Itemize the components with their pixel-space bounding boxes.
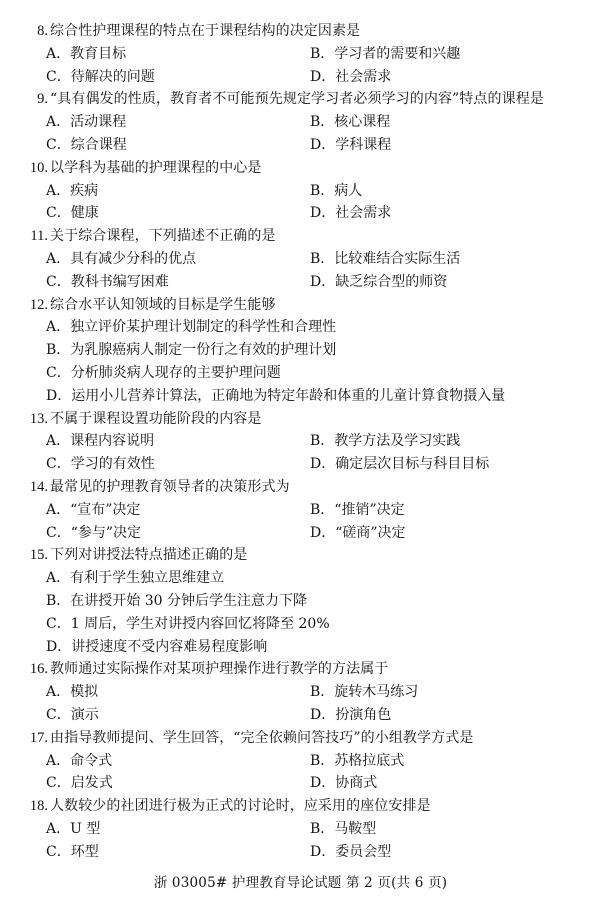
option-row [20, 430, 581, 453]
question-15 [20, 544, 581, 658]
option-row [20, 180, 581, 203]
option-c: C．演示 [46, 706, 99, 723]
option-row [20, 499, 581, 522]
question-stem [20, 20, 581, 43]
option-c: C．待解决的问题 [46, 68, 155, 85]
question-stem [20, 727, 581, 750]
option-c: C．“参与”决定 [46, 524, 142, 541]
option-c: C．健康 [46, 205, 99, 222]
option-row [20, 66, 581, 89]
option-a: A．“宣布”决定 [46, 501, 141, 518]
question-17 [20, 727, 581, 795]
question-stem [20, 408, 581, 431]
option-d: D．讲授速度不受内容难易程度影响 [46, 638, 268, 655]
option-row [20, 248, 581, 271]
option-row [20, 750, 581, 773]
option-row [20, 818, 581, 841]
option-row [20, 841, 581, 864]
option-c: C．学习的有效性 [46, 456, 155, 473]
question-text: 以学科为基础的护理课程的中心是 [50, 159, 262, 176]
question-stem [20, 294, 581, 317]
question-text: 综合水平认知领域的目标是学生能够 [50, 296, 276, 313]
option-d: D．扮演角色 [310, 706, 392, 723]
question-text: 教师通过实际操作对某项护理操作进行教学的方法属于 [50, 661, 389, 678]
question-14 [20, 476, 581, 544]
question-number: 11. [30, 228, 48, 245]
question-10 [20, 157, 581, 225]
question-stem [20, 225, 581, 248]
question-number: 10. [29, 159, 48, 176]
page-footer: 浙 03005# 护理教育导论试题 第 2 页(共 6 页) [153, 875, 448, 891]
question-text: 最常见的护理教育领导者的决策形式为 [50, 478, 290, 495]
option-d: D．学科课程 [310, 136, 392, 153]
option-d: D．社会需求 [310, 205, 392, 222]
option-a: A．课程内容说明 [46, 433, 155, 450]
question-number: 8. [37, 23, 48, 39]
question-number: 18. [29, 798, 48, 815]
option-row [20, 567, 581, 590]
option-b: B．“推销”决定 [310, 501, 405, 518]
question-stem [20, 795, 581, 818]
option-row [20, 362, 581, 385]
question-number: 12. [29, 296, 48, 313]
option-d: D．缺乏综合型的师资 [310, 273, 448, 290]
option-d: D．社会需求 [310, 68, 392, 85]
question-stem [20, 544, 581, 567]
question-text: 下列对讲授法特点描述正确的是 [50, 547, 248, 564]
option-c: C．启发式 [46, 775, 113, 792]
option-b: B．在讲授开始 30 分钟后学生注意力下降 [46, 592, 308, 609]
option-d: D．委员会型 [310, 843, 392, 860]
option-a: A．模拟 [46, 684, 99, 701]
option-row [20, 772, 581, 795]
option-d: D．运用小儿营养计算法，正确地为特定年龄和体重的儿童计算食物摄入量 [46, 387, 506, 404]
option-b: B．学习者的需要和兴趣 [310, 45, 461, 62]
question-number: 17. [29, 729, 48, 746]
question-text: 不属于课程设置功能阶段的内容是 [50, 410, 262, 427]
option-a: A．U 型 [46, 820, 101, 837]
option-a: A．疾病 [46, 182, 99, 199]
option-row [20, 134, 581, 157]
option-row [20, 636, 581, 659]
question-text: 人数较少的社团进行极为正式的讨论时，应采用的座位安排是 [50, 798, 431, 815]
question-number: 14. [29, 478, 48, 495]
option-b: B．苏格拉底式 [310, 752, 405, 769]
option-c: C．教科书编写困难 [46, 273, 169, 290]
option-row [20, 453, 581, 476]
option-row [20, 385, 581, 408]
option-a: A．教育目标 [46, 45, 127, 62]
option-row [20, 590, 581, 613]
option-row [20, 681, 581, 704]
question-18 [20, 795, 581, 863]
option-row [20, 271, 581, 294]
option-row [20, 613, 581, 636]
option-b: B．为乳腺癌病人制定一份行之有效的护理计划 [46, 342, 337, 359]
question-text: “具有偶发的性质，教育者不可能预先规定学习者必须学习的内容”特点的课程是 [50, 91, 544, 108]
option-a: A．活动课程 [46, 114, 127, 131]
question-number: 16. [29, 661, 48, 678]
option-row [20, 704, 581, 727]
option-b: B．教学方法及学习实践 [310, 433, 461, 450]
option-row [20, 202, 581, 225]
question-8 [20, 20, 581, 88]
option-b: B．比较难结合实际生活 [310, 250, 461, 267]
question-number: 9. [37, 91, 48, 108]
option-row [20, 316, 581, 339]
option-a: A．独立评价某护理计划制定的科学性和合理性 [46, 319, 337, 336]
option-c: C．分析肺炎病人现存的主要护理问题 [46, 364, 281, 381]
option-a: A．命令式 [46, 752, 113, 769]
option-b: B．旋转木马练习 [310, 684, 419, 701]
question-9 [20, 88, 581, 156]
question-stem [20, 658, 581, 681]
option-b: B．核心课程 [310, 114, 391, 131]
question-16 [20, 658, 581, 726]
option-c: C．环型 [46, 843, 99, 860]
option-a: A．具有减少分科的优点 [46, 250, 197, 267]
option-b: B．病人 [310, 182, 363, 199]
option-c: C．综合课程 [46, 136, 127, 153]
option-b: B．马鞍型 [310, 820, 377, 837]
option-row [20, 339, 581, 362]
option-d: D．协商式 [310, 775, 378, 792]
option-row [20, 522, 581, 545]
question-11 [20, 225, 581, 293]
question-12 [20, 294, 581, 408]
option-c: C．1 周后，学生对讲授内容回忆将降至 20% [46, 615, 330, 632]
question-number: 15. [29, 547, 48, 564]
question-text: 综合性护理课程的特点在于课程结构的决定因素是 [50, 23, 361, 39]
option-row [20, 111, 581, 134]
question-text: 关于综合课程，下列描述不正确的是 [50, 228, 276, 245]
question-stem [20, 476, 581, 499]
question-stem [20, 157, 581, 180]
question-13 [20, 408, 581, 476]
question-stem [20, 88, 581, 111]
option-a: A．有利于学生独立思维建立 [46, 570, 225, 587]
option-row [20, 43, 581, 66]
option-d: D．“磋商”决定 [310, 524, 406, 541]
question-number: 13. [29, 410, 48, 427]
question-text: 由指导教师提问、学生回答，“完全依赖问答技巧”的小组教学方式是 [50, 729, 474, 746]
option-d: D．确定层次目标与科目目标 [310, 456, 490, 473]
